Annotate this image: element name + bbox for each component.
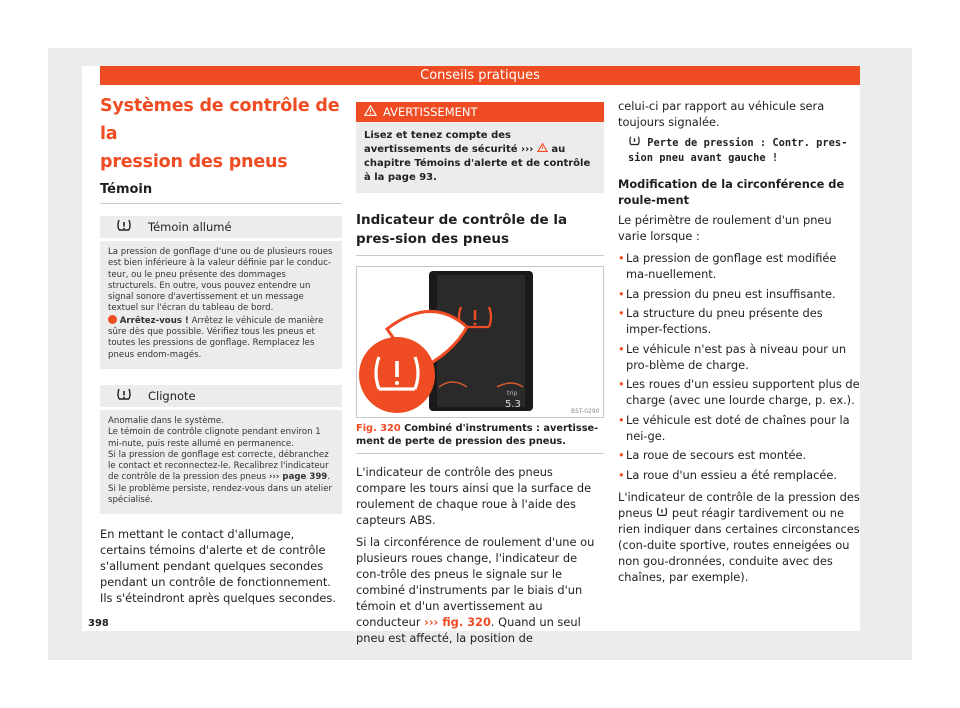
box-heading: Clignote	[148, 388, 196, 403]
paragraph: L'indicateur de contrôle de la pression des pneus peut réagir tardivement ou ne rien indiquer dans certaines circonstances (con-duite sportive, routes enneigées ou non gou-dronnées, conduite avec des chaînes, par exemple).	[618, 489, 860, 584]
paragraph: Si la circonférence de roulement d'une ou plusieurs roues change, l'indicateur de con-trôle des pneus le signale sur le combiné d'instruments par le biais d'un témoin et d'un avertissement au conducteur ››› fig. 320. Quand un seul pneu est affecté, la position de	[356, 535, 595, 645]
list-item: • La roue d'un essieu a été remplacée.	[618, 467, 862, 483]
subsection-title: Témoin	[100, 182, 342, 204]
subheading: Modification de la circonférence de roule-ment	[618, 177, 845, 207]
column-middle	[356, 102, 604, 646]
warning-triangle-icon	[364, 105, 377, 119]
list-item: • Le véhicule n'est pas à niveau pour un pro-blème de charge.	[618, 341, 862, 373]
list-item: • La roue de secours est montée.	[618, 447, 862, 463]
paragraph: Le périmètre de roulement d'un pneu varie lorsque :	[618, 213, 832, 243]
page-number: 398	[88, 618, 109, 629]
cluster-illustration	[357, 267, 603, 417]
tire-pressure-warning-icon	[628, 137, 641, 149]
chapter-title: Systèmes de contrôle de la pression des pneus	[100, 96, 340, 172]
box-body-lit: La pression de gonflage d'une ou de plusieurs roues est bien inférieure à la valeur définie par le conduc-teur, ou le pneu présente des dommages structurels. En outre, vous pouvez entendre un signal sonore d'avertissement et un message textuel sur l'écran du tableau de bord. Arrêtez-vous ! Arrêtez le véhicule de manière sûre dès que possible. Vérifiez tous les pneus et toutes les pressions de gonflage. Remplacez les pneus endom-magés.	[100, 241, 342, 369]
list-item: • Les roues d'un essieu supportent plus de charge (avec une lourde charge, p. ex.).	[618, 376, 862, 408]
instrument-cluster-figure	[356, 266, 604, 418]
list-item: • La pression de gonflage est modifiée ma-nuellement.	[618, 250, 862, 282]
trip-label: trip	[507, 390, 518, 397]
warning-triangle-icon	[537, 144, 548, 155]
box-heading: Témoin allumé	[148, 220, 232, 234]
list-item: • La pression du pneu est insuffisante.	[618, 286, 862, 302]
list-item: • Le véhicule est doté de chaînes pour la nei-ge.	[618, 412, 862, 444]
tire-pressure-warning-icon	[100, 388, 148, 404]
figure-reference-link[interactable]: ››› fig. 320	[424, 615, 491, 629]
column-right	[618, 98, 862, 585]
column-left	[100, 92, 342, 606]
section-header: Conseils pratiques	[100, 66, 860, 85]
stop-icon	[108, 315, 117, 324]
warning-header: AVERTISSEMENT	[356, 102, 604, 122]
driver-message: Perte de pression : Contr. pres- sion pneu avant gauche !	[628, 137, 848, 164]
tire-pressure-warning-icon	[656, 506, 668, 520]
figure-caption: Fig. 320 Combiné d'instruments : avertisse-ment de perte de pression des pneus.	[356, 422, 604, 454]
list-item: • La structure du pneu présente des imper-fections.	[618, 305, 862, 337]
paragraph: L'indicateur de contrôle des pneus compare les tours ainsi que la surface de roulement de chaque roue à l'aide des capteurs ABS.	[356, 465, 592, 527]
warning-body: Lisez et tenez compte des avertissements de sécurité ››› au chapitre Témoins d'alerte et de contrôle à la page 93.	[356, 122, 604, 193]
paragraph: celui-ci par rapport au véhicule sera toujours signalée.	[618, 99, 825, 129]
page-reference-link[interactable]: ››› page 399	[268, 472, 328, 483]
bullet-list	[618, 250, 862, 483]
trip-value: 5.3	[505, 399, 521, 410]
intro-paragraph: En mettant le contact d'allumage, certains témoins d'alerte et de contrôle s'allument pendant quelques secondes pendant un contrôle de fonctionnement. Ils s'éteindront après quelques secondes.	[100, 527, 336, 606]
figure-code: B5T-0290	[571, 408, 600, 415]
box-header-lit	[100, 216, 342, 238]
box-body-blink: Anomalie dans le système. Le témoin de contrôle clignote pendant environ 1 mi-nute, puis reste allumé en permanence. Si la pression de gonflage est correcte, débranchez le contact et reconnectez-le. Recalibrez l'indicateur de contrôle de la pression des pneus ››› page 399. Si le problème persiste, rendez-vous dans un atelier spécialisé.	[100, 410, 342, 514]
section-title: Indicateur de contrôle de la pres-sion des pneus	[356, 211, 604, 256]
tire-pressure-warning-icon	[100, 219, 148, 235]
box-header-blink	[100, 385, 342, 407]
